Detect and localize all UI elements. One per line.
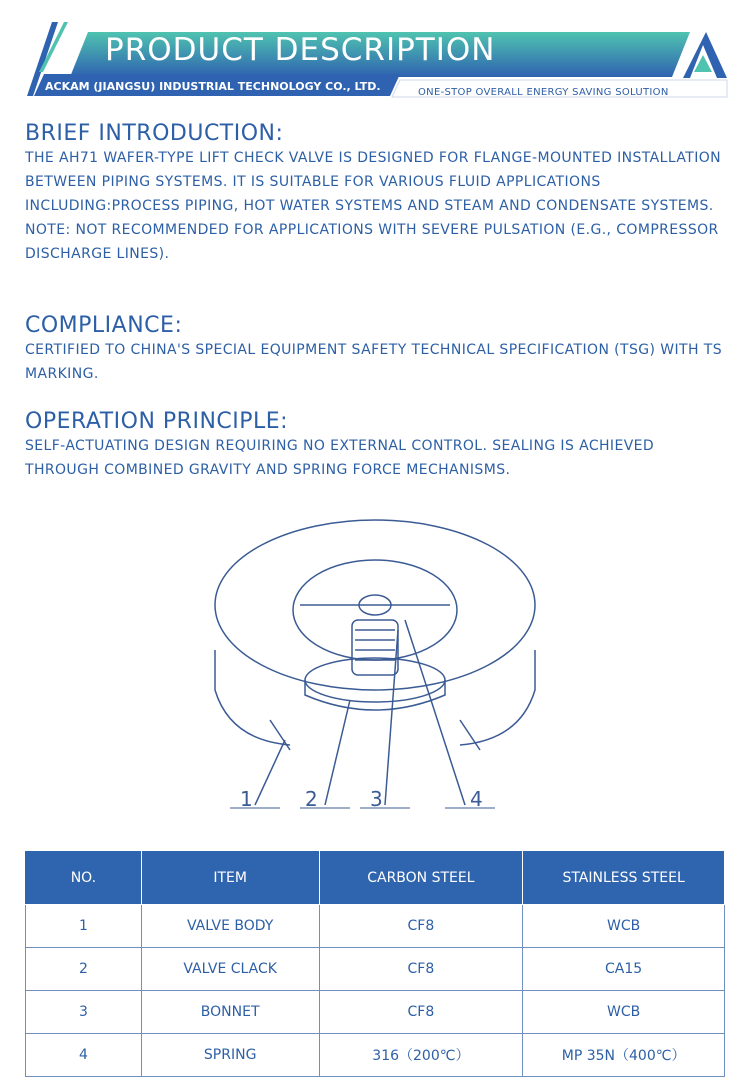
cell: WCB [523, 905, 725, 948]
cell: BONNET [141, 991, 319, 1034]
cell: CF8 [319, 905, 523, 948]
table-row [26, 1034, 725, 1077]
callout-1: 1 [240, 787, 253, 811]
cell: 4 [26, 1034, 142, 1077]
section-operation-principle [25, 409, 725, 482]
valve-drawing [200, 510, 550, 815]
cell: 3 [26, 991, 142, 1034]
table-row [26, 905, 725, 948]
cell: MP 35N（400℃） [523, 1034, 725, 1077]
cell: CF8 [319, 991, 523, 1034]
cell: WCB [523, 991, 725, 1034]
callout-4: 4 [470, 787, 483, 811]
cell: SPRING [141, 1034, 319, 1077]
column-header: NO. [26, 851, 142, 905]
logo-icon [683, 32, 727, 78]
company-name: ACKAM (JIANGSU) INDUSTRIAL TECHNOLOGY CO., LTD. [45, 80, 381, 93]
paragraph: CERTIFIED TO CHINA'S SPECIAL EQUIPMENT SAFETY TECHNICAL SPECIFICATION (TSG) WITH TS MARKING. [25, 342, 722, 382]
cell: 1 [26, 905, 142, 948]
materials-table [25, 850, 725, 1077]
section-heading: OPERATION PRINCIPLE: [25, 409, 289, 434]
section-brief-introduction [25, 121, 725, 266]
column-header: CARBON STEEL [319, 851, 523, 905]
table-row [26, 991, 725, 1034]
table-row [26, 948, 725, 991]
cell: VALVE BODY [141, 905, 319, 948]
paragraph: THE AH71 WAFER-TYPE LIFT CHECK VALVE IS DESIGNED FOR FLANGE-MOUNTED INSTALLATION BETWEEN PIPING SYSTEMS. IT IS SUITABLE FOR VARIOUS FLUID APPLICATIONS INCLUDING:PROCESS PIPING, HOT WATER SYSTEMS AND STEAM AND CONDENSATE SYSTEMS. [25, 150, 722, 214]
cell: CF8 [319, 948, 523, 991]
cell: 2 [26, 948, 142, 991]
table-header-row [26, 851, 725, 905]
callout-3: 3 [370, 787, 383, 811]
column-header: STAINLESS STEEL [523, 851, 725, 905]
callout-2: 2 [305, 787, 318, 811]
slogan: ONE-STOP OVERALL ENERGY SAVING SOLUTION [418, 87, 669, 98]
cell: VALVE CLACK [141, 948, 319, 991]
paragraph: NOTE: NOT RECOMMENDED FOR APPLICATIONS WITH SEVERE PULSATION (E.G., COMPRESSOR DISCHARGE LINES). [25, 222, 719, 262]
section-heading: COMPLIANCE: [25, 313, 183, 338]
paragraph: SELF-ACTUATING DESIGN REQUIRING NO EXTERNAL CONTROL. SEALING IS ACHIEVED THROUGH COMBINED GRAVITY AND SPRING FORCE MECHANISMS. [25, 438, 655, 478]
cell: 316（200℃） [319, 1034, 523, 1077]
column-header: ITEM [141, 851, 319, 905]
section-heading: BRIEF INTRODUCTION: [25, 121, 284, 146]
section-compliance [25, 313, 725, 386]
cell: CA15 [523, 948, 725, 991]
page-title: PRODUCT DESCRIPTION [105, 32, 496, 68]
